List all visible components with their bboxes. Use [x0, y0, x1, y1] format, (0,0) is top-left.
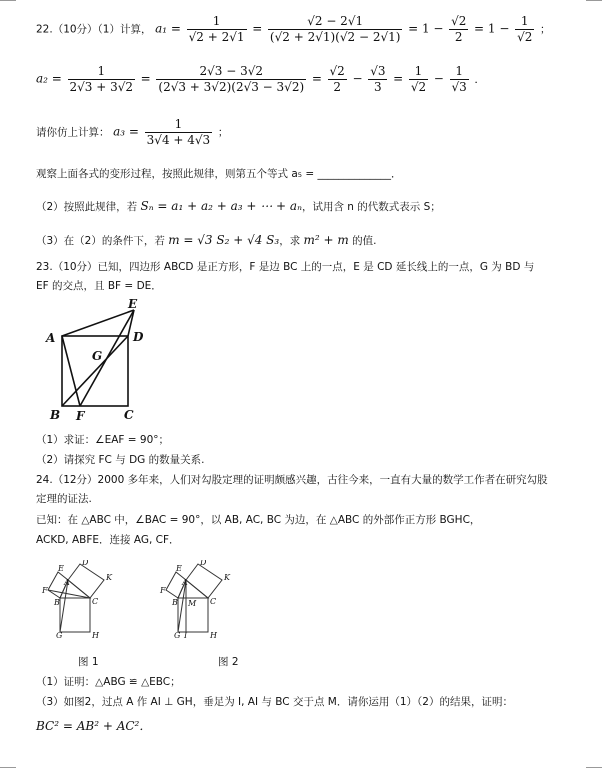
- q22-a3-line: 请你仿上计算： a₃ = $\frac{1}{3√4 + 4√3}$ ；: [36, 117, 229, 147]
- q22-a1-frac3: $\frac{√2}{2}$: [451, 14, 467, 44]
- q24-f2-label-c: C: [210, 597, 217, 606]
- q24-f1-label-d: D: [82, 560, 89, 567]
- q24-fig2-caption: 图 2: [218, 656, 239, 668]
- q23-question2: （2）请探究 FC 与 DG 的数量关系.: [36, 454, 205, 466]
- q22-observe-text: 观察上面各式的变形过程，按照此规律，则第五个等式 a₅ = ______________．: [36, 168, 402, 180]
- q24-fig1-caption: 图 1: [78, 656, 99, 668]
- q22-a2-frac4: $\frac{√3}{3}$: [370, 64, 386, 94]
- q22-a2-frac3: $\frac{√2}{2}$: [329, 64, 345, 94]
- q23-label-e: E: [128, 298, 138, 311]
- q22-a1-frac2: $\frac{√2 - 2√1}{(√2 + 2√1)(√2 - 2√1)}$: [269, 14, 401, 44]
- q23-question1: （1）求证：∠EAF = 90°；: [36, 434, 170, 446]
- q22-header: 22.（10分）（1）计算，: [36, 23, 152, 36]
- q24-question3: （3）如图2，过点 A 作 AI ⊥ GH，垂足为 I, AI 与 BC 交于点 M．请你运用（1）（2）的结果，证明：: [36, 696, 513, 708]
- q24-f2-label-m: M: [188, 599, 197, 608]
- q23-square-diagram: [40, 298, 152, 424]
- q24-f1-label-c: C: [92, 597, 99, 606]
- q23-line2: EF 的交点，且 BF = DE．: [36, 280, 162, 292]
- q22-imitate-text: 请你仿上计算：: [36, 126, 110, 139]
- q24-line3: 已知：在 △ABC 中，∠BAC = 90°，以 AB, AC, BC 为边，在 △ABC 的外部作正方形 BGHC，: [36, 514, 481, 526]
- q23-label-a: A: [46, 331, 56, 345]
- q22-a2-frac6: $\frac{1}{√3}$: [451, 64, 467, 94]
- q24-f2-label-d: D: [200, 560, 207, 567]
- q22-a3-frac: $\frac{1}{3√4 + 4√3}$: [146, 117, 211, 147]
- q24-f2-label-i: I: [184, 631, 188, 640]
- q22-a1-frac4: $\frac{1}{√2}$: [517, 14, 533, 44]
- q24-f1-label-f: F: [42, 586, 48, 595]
- q22-a1-lhs: a₁ =: [155, 21, 181, 36]
- q22-a1-frac1: $\frac{1}{√2 + 2√1}$: [188, 14, 245, 44]
- q22-a2-frac5: $\frac{1}{√2}$: [410, 64, 427, 94]
- q23-label-g: G: [92, 349, 103, 363]
- q24-f2-label-b: B: [172, 598, 178, 607]
- q22-a2-line: a₂ = $\frac{1}{2√3 + 3√2}$ = $\frac{2√3 - 3√2}{(2√3 + 3√2)(2√3 - 3√2)}$ = $\frac{√2}{2}$ − $\frac{√3}{3}$ = $\frac{1}{√2}$ − $\frac{1}{√3}$ ．: [36, 64, 485, 94]
- q24-f1-label-b: B: [54, 598, 60, 607]
- q22-a1-line: 22.（10分）（1）计算， a₁ = $\frac{1}{√2 + 2√1}$ = $\frac{√2 - 2√1}{(√2 + 2√1)(√2 - 2√1)}$ = 1 − $\frac{√2}{2}$ = 1 − $\frac{1}{√2}$ ；: [36, 14, 551, 44]
- q22-part2: （2）按照此规律，若 Sₙ = a₁ + a₂ + a₃ + ⋯ + aₙ，试用含 n 的代数式表示 S；: [36, 199, 441, 213]
- q24-f1-label-a: A: [64, 578, 70, 587]
- corner-mark-top-right: [586, 0, 602, 1]
- q24-figure-2: [158, 560, 238, 640]
- q23-line1: 23.（10分）已知，四边形 ABCD 是正方形，F 是边 BC 上的一点，E 是 CD 延长线上的一点，G 为 BD 与: [36, 261, 535, 273]
- q24-f1-label-h: H: [92, 631, 99, 640]
- q23-label-b: B: [50, 408, 61, 422]
- q23-label-c: C: [124, 408, 134, 422]
- q23-label-f: F: [76, 409, 85, 423]
- q24-figure-1: [40, 560, 120, 640]
- q22-a3-lhs: a₃ =: [113, 124, 139, 139]
- q24-line2: 定理的证法.: [36, 493, 92, 505]
- q24-f2-label-k: K: [224, 573, 230, 582]
- q24-f1-label-e: E: [58, 564, 64, 573]
- q24-line1: 24.（12分）2000 多年来，人们对勾股定理的证明颇感兴趣，古往今来，一直有大量的数学工作者在研究勾股: [36, 474, 548, 486]
- q22-a2-frac1: $\frac{1}{2√3 + 3√2}$: [69, 64, 134, 94]
- q24-f2-label-f: F: [160, 586, 166, 595]
- q24-f2-label-h: H: [210, 631, 217, 640]
- q22-part3: （3）在（2）的条件下，若 m = √3 S₂ + √4 S₃，求 m² + m 的值.: [36, 233, 377, 247]
- corner-mark-top-left: [0, 0, 16, 1]
- q24-question1: （1）证明：△ABG ≌ △EBC；: [36, 676, 181, 688]
- q22-a2-frac2: $\frac{2√3 - 3√2}{(2√3 + 3√2)(2√3 - 3√2)}$: [158, 64, 305, 94]
- q24-f2-label-e: E: [176, 564, 182, 573]
- q24-f1-label-k: K: [106, 573, 112, 582]
- q24-line4: ACKD, ABFE．连接 AG, CF．: [36, 534, 180, 546]
- q24-question3-end: BC² = AB² + AC²．: [36, 719, 152, 733]
- q22-a2-lhs: a₂ =: [36, 71, 62, 86]
- q24-f2-label-g: G: [174, 631, 181, 640]
- q23-label-d: D: [133, 330, 144, 344]
- q24-f1-label-g: G: [56, 631, 63, 640]
- q24-f2-label-a: A: [182, 578, 188, 587]
